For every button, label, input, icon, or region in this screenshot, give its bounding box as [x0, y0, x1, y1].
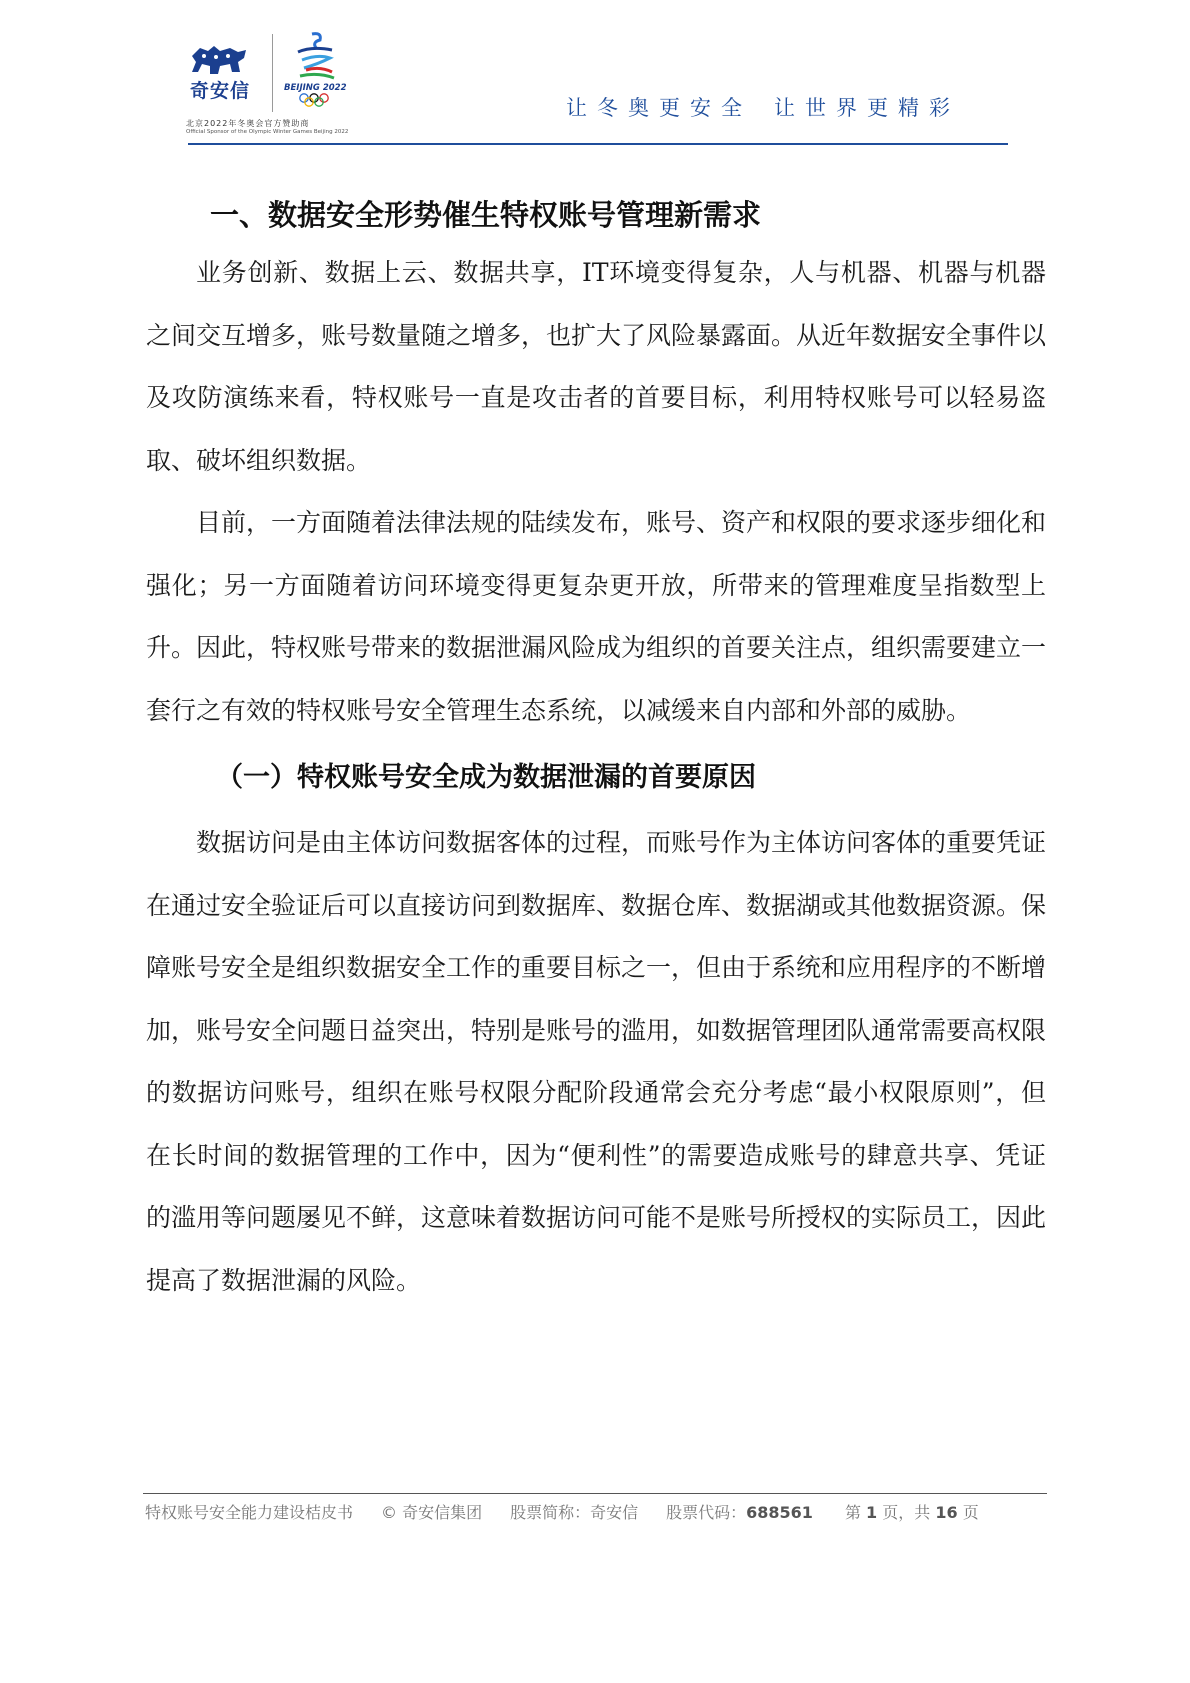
sponsor-logo-block: [186, 30, 356, 135]
page-footer: [145, 1500, 1047, 1523]
footer-page-number: [845, 1500, 979, 1523]
page-content: [146, 190, 1046, 1312]
footer-stock-code: [666, 1500, 813, 1523]
slogan-part-1: 让冬奥更安全: [566, 96, 752, 120]
footer-stock-abbr: 股票简称：奇安信: [510, 1503, 639, 1522]
sponsor-text-en: Official Sponsor of the Olympic Winter Games Beijing 2022: [186, 129, 349, 135]
section-heading-1: 一、数据安全形势催生特权账号管理新需求: [210, 198, 762, 232]
paragraph-2: 目前，一方面随着法律法规的陆续发布，账号、资产和权限的要求逐步细化和强化；另一方面随着访问环境变得更复杂更开放，所带来的管理难度呈指数型上升。因此，特权账号带来的数据泄漏风险成为组织的首要关注点，组织需要建立一套行之有效的特权账号安全管理生态系统，以减缓来自内部和外部的威胁。: [146, 508, 1047, 725]
page-current: 1: [866, 1503, 878, 1522]
header-divider: [188, 143, 1008, 145]
page-suffix: 页: [962, 1503, 979, 1522]
footer-doc-title: 特权账号安全能力建设桔皮书: [145, 1503, 354, 1522]
stock-code-label: 股票代码：: [666, 1503, 747, 1522]
page-total: 16: [935, 1503, 958, 1522]
paragraph-3: 数据访问是由主体访问数据客体的过程，而账号作为主体访问客体的重要凭证在通过安全验证后可以直接访问到数据库、数据仓库、数据湖或其他数据资源。保障账号安全是组织数据安全工作的重要目标之一，但由于系统和应用程序的不断增加，账号安全问题日益突出，特别是账号的滥用，如数据管理团队通常需要高权限的数据访问账号，组织在账号权限分配阶段通常会充分考虑“最小权限原则”，但在长时间的数据管理的工作中，因为“便利性”的需要造成账号的肆意共享、凭证的滥用等问题屡见不鲜，这意味着数据访问可能不是账号所授权的实际员工，因此提高了数据泄漏的风险。: [146, 828, 1047, 1295]
qax-logo-icon: [190, 42, 250, 76]
paragraph-1: 业务创新、数据上云、数据共享，IT环境变得复杂，人与机器、机器与机器之间交互增多，账号数量随之增多，也扩大了风险暴露面。从近年数据安全事件以及攻防演练来看，特权账号一直是攻击者的首要目标，利用特权账号可以轻易盗取、破坏组织数据。: [146, 258, 1047, 475]
beijing-2022-emblem-icon: [282, 30, 352, 108]
logo-divider: [272, 34, 273, 112]
page-header: [0, 0, 1190, 150]
stock-code-value: 688561: [746, 1503, 813, 1522]
brand-name: 奇安信: [190, 80, 251, 102]
footer-copyright: © 奇安信集团: [381, 1503, 483, 1522]
slogan-part-2: 让世界更精彩: [774, 96, 960, 120]
page-middle: 页，共: [882, 1503, 931, 1522]
subsection-heading-1: （一）特权账号安全成为数据泄漏的首要原因: [216, 762, 756, 793]
header-slogan: [566, 92, 960, 122]
footer-divider: [143, 1493, 1047, 1494]
olympic-text: BEIJING 2022: [284, 83, 347, 93]
sponsor-text-cn: 北京2022年冬奥会官方赞助商: [186, 119, 310, 128]
page-prefix: 第: [844, 1503, 861, 1522]
